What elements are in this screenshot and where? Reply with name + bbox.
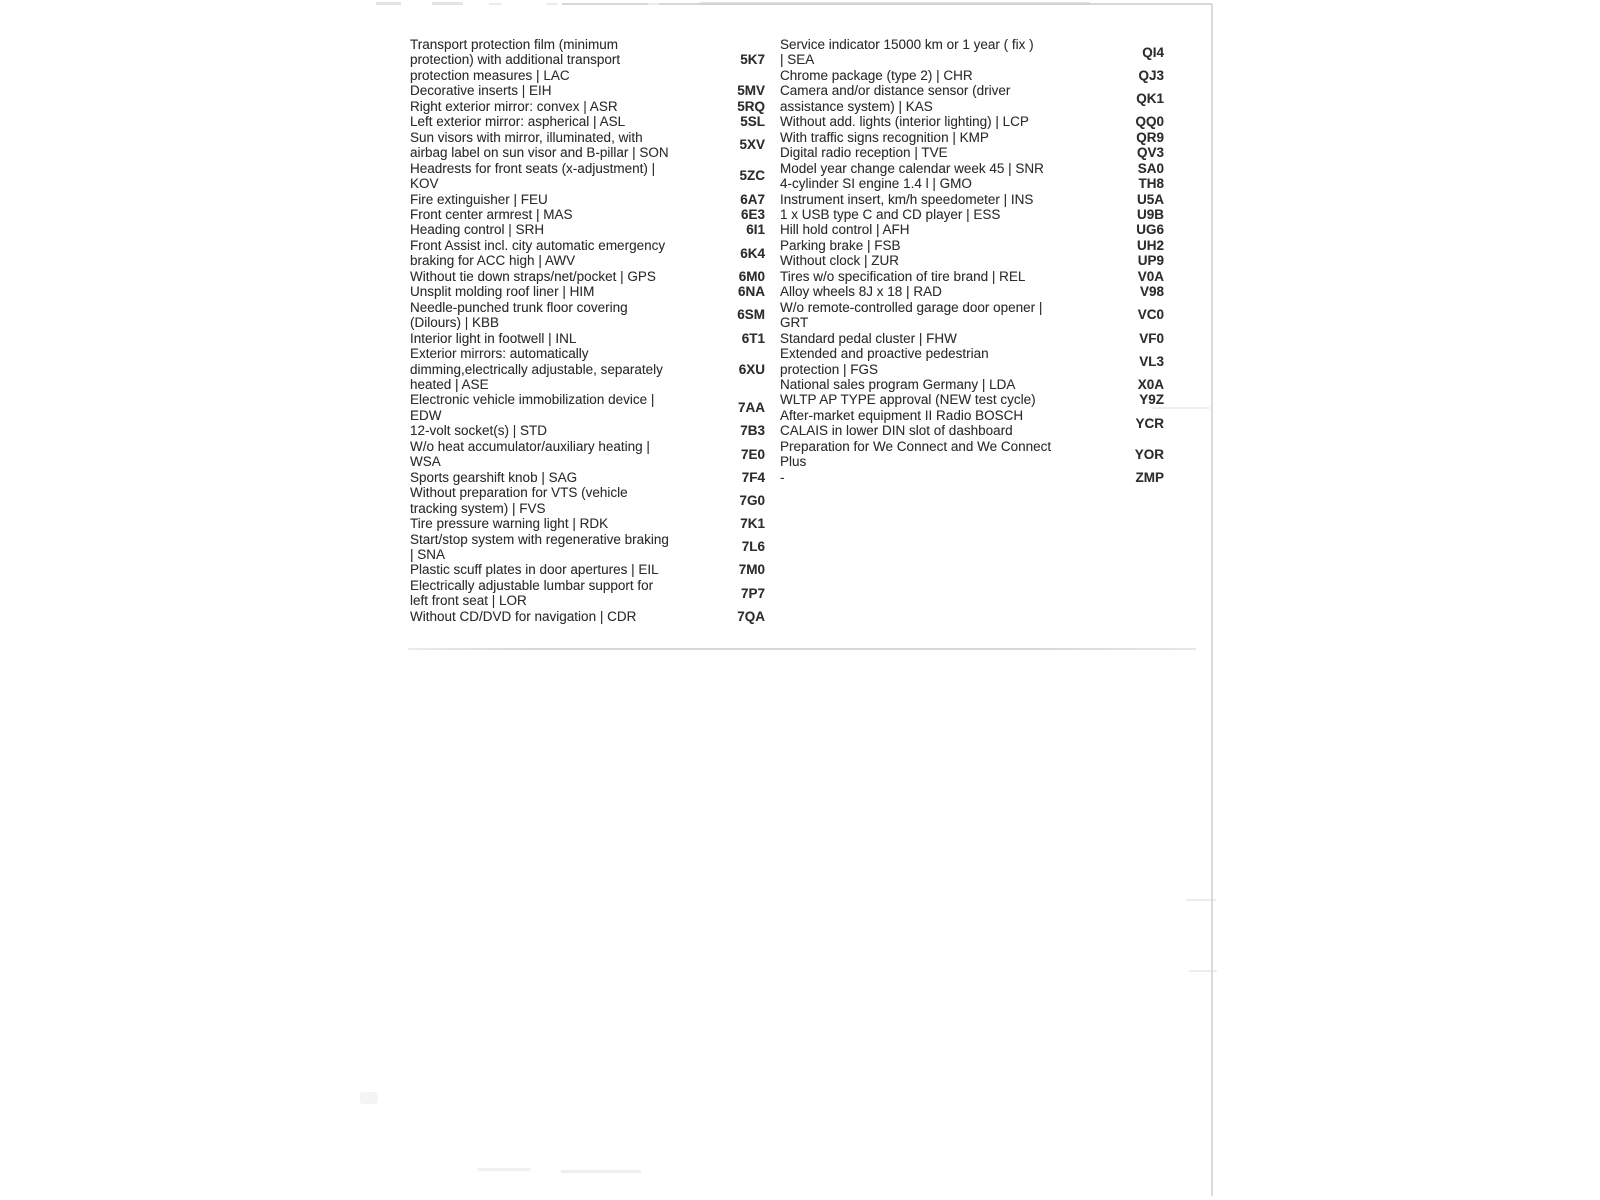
description-line: protection | FGS — [780, 361, 879, 377]
equipment-code: V0A — [1137, 268, 1164, 284]
equipment-list-left-column — [410, 37, 765, 624]
scan-artifact — [360, 1092, 378, 1104]
description-line: Without CD/DVD for navigation | CDR — [410, 608, 637, 624]
equipment-row — [780, 238, 1164, 253]
scan-artifact — [546, 3, 558, 5]
equipment-code: UG6 — [1136, 222, 1164, 238]
equipment-row — [410, 392, 765, 423]
equipment-description — [410, 114, 700, 129]
equipment-description — [780, 37, 1100, 68]
description-line: braking for ACC high | AWV — [410, 253, 576, 269]
equipment-code: 6K4 — [740, 245, 765, 261]
equipment-row — [410, 470, 765, 485]
description-line: Headrests for front seats (x-adjustment) | — [410, 160, 656, 176]
equipment-row — [780, 470, 1164, 485]
equipment-code: 5RQ — [737, 98, 765, 114]
equipment-description — [780, 207, 1100, 222]
equipment-description — [780, 439, 1100, 470]
description-line: EDW — [410, 407, 442, 423]
equipment-description — [410, 609, 700, 624]
description-line: Without preparation for VTS (vehicle — [410, 485, 628, 501]
scan-artifact — [561, 1170, 641, 1173]
equipment-code: 7QA — [737, 608, 765, 624]
equipment-row — [780, 253, 1164, 268]
description-line: 4-cylinder SI engine 1.4 l | GMO — [780, 176, 972, 192]
description-line: Hill hold control | AFH — [780, 222, 910, 238]
horizontal-separator — [408, 648, 1196, 650]
equipment-description — [410, 470, 700, 485]
equipment-row — [410, 331, 765, 346]
description-line: tracking system) | FVS — [410, 500, 546, 516]
description-line: Sports gearshift knob | SAG — [410, 469, 578, 485]
description-line: W/o remote-controlled garage door opener | — [780, 299, 1043, 315]
equipment-row — [410, 114, 765, 129]
equipment-code: U9B — [1136, 206, 1164, 222]
equipment-row — [410, 562, 765, 577]
equipment-row — [780, 161, 1164, 176]
description-line: airbag label on sun visor and B-pillar | SON — [410, 145, 669, 161]
equipment-code: U5A — [1136, 191, 1164, 207]
equipment-code: 5XV — [739, 137, 765, 153]
equipment-row — [780, 130, 1164, 145]
equipment-description — [780, 192, 1100, 207]
description-line: After-market equipment II Radio BOSCH — [780, 407, 1024, 423]
description-line: 1 x USB type C and CD player | ESS — [780, 206, 1001, 222]
scan-artifact — [648, 3, 659, 5]
equipment-row — [410, 83, 765, 98]
equipment-code: QI4 — [1142, 44, 1164, 60]
equipment-row — [410, 238, 765, 269]
equipment-description — [410, 238, 700, 269]
equipment-code: 7L6 — [741, 539, 765, 555]
equipment-code: X0A — [1137, 376, 1164, 392]
equipment-description — [780, 130, 1100, 145]
equipment-row — [410, 609, 765, 624]
description-line: Instrument insert, km/h speedometer | INS — [780, 191, 1034, 207]
equipment-description — [780, 222, 1100, 237]
description-line: Digital radio reception | TVE — [780, 145, 948, 161]
equipment-description — [780, 68, 1100, 83]
equipment-code: UH2 — [1136, 237, 1164, 253]
equipment-description — [780, 269, 1100, 284]
description-line: | SEA — [780, 52, 815, 68]
description-line: protection measures | LAC — [410, 67, 570, 83]
description-line: heated | ASE — [410, 376, 489, 392]
equipment-code: VL3 — [1139, 353, 1164, 369]
equipment-code: 7AA — [737, 400, 765, 416]
equipment-code: 5MV — [737, 83, 765, 99]
equipment-description — [410, 161, 700, 192]
equipment-row — [410, 99, 765, 114]
description-line: Transport protection film (minimum — [410, 37, 619, 52]
equipment-description — [410, 284, 700, 299]
equipment-code: YCR — [1135, 415, 1164, 431]
equipment-row — [410, 516, 765, 531]
equipment-description — [410, 423, 700, 438]
description-line: Without add. lights (interior lighting) | LCP — [780, 114, 1029, 130]
equipment-code: ZMP — [1135, 469, 1164, 485]
description-line: CALAIS in lower DIN slot of dashboard — [780, 423, 1013, 439]
equipment-row — [780, 439, 1164, 470]
equipment-row — [780, 331, 1164, 346]
equipment-code: 6T1 — [741, 330, 765, 346]
equipment-description — [410, 192, 700, 207]
equipment-code: 6SM — [737, 307, 765, 323]
description-line: Extended and proactive pedestrian — [780, 346, 989, 362]
equipment-description — [410, 300, 700, 331]
equipment-code: 5SL — [740, 114, 765, 130]
equipment-row — [780, 176, 1164, 191]
equipment-code: 6XU — [738, 361, 765, 377]
equipment-row — [410, 269, 765, 284]
equipment-row — [410, 532, 765, 563]
equipment-list-right-column — [780, 37, 1164, 485]
equipment-description — [410, 439, 700, 470]
equipment-description — [410, 516, 700, 531]
description-line: Electronic vehicle immobilization device | — [410, 392, 655, 408]
equipment-description — [410, 83, 700, 98]
description-line: Service indicator 15000 km or 1 year ( fix ) — [780, 37, 1034, 52]
equipment-code: V98 — [1139, 284, 1164, 300]
description-line: (Dilours) | KBB — [410, 315, 500, 331]
equipment-code: 7P7 — [740, 585, 765, 601]
equipment-row — [780, 408, 1164, 439]
equipment-code: TH8 — [1138, 176, 1164, 192]
description-line: dimming,electrically adjustable, separately — [410, 361, 663, 377]
equipment-description — [780, 176, 1100, 191]
equipment-row — [780, 284, 1164, 299]
equipment-description — [780, 253, 1100, 268]
description-line: Interior light in footwell | INL — [410, 330, 577, 346]
equipment-row — [410, 222, 765, 237]
equipment-description — [780, 238, 1100, 253]
scan-artifact — [376, 2, 401, 5]
equipment-description — [410, 346, 700, 392]
equipment-description — [410, 392, 700, 423]
description-line: Tires w/o specification of tire brand | REL — [780, 268, 1026, 284]
equipment-description — [780, 377, 1100, 392]
equipment-row — [780, 207, 1164, 222]
equipment-description — [780, 161, 1100, 176]
equipment-description — [780, 331, 1100, 346]
equipment-code: 5K7 — [740, 52, 765, 68]
description-line: Without clock | ZUR — [780, 253, 900, 269]
description-line: Decorative inserts | EIH — [410, 83, 552, 99]
equipment-code: 7E0 — [740, 446, 765, 462]
equipment-code: Y9Z — [1139, 392, 1164, 408]
equipment-description — [780, 300, 1100, 331]
equipment-code: 6E3 — [740, 206, 765, 222]
equipment-code: YOR — [1134, 446, 1164, 462]
equipment-code: QV3 — [1136, 145, 1164, 161]
description-line: left front seat | LOR — [410, 593, 527, 609]
equipment-code: 7K1 — [740, 516, 765, 532]
equipment-code: 7B3 — [740, 423, 765, 439]
description-line: W/o heat accumulator/auxiliary heating | — [410, 438, 650, 454]
equipment-row — [410, 161, 765, 192]
equipment-row — [410, 37, 765, 83]
scan-artifact — [432, 2, 463, 5]
equipment-description — [410, 37, 700, 83]
equipment-code: QR9 — [1136, 129, 1164, 145]
description-line: GRT — [780, 315, 809, 331]
description-line: KOV — [410, 176, 439, 192]
equipment-description — [780, 408, 1100, 439]
equipment-row — [410, 284, 765, 299]
equipment-code: SA0 — [1137, 160, 1164, 176]
equipment-row — [410, 130, 765, 161]
description-line: Left exterior mirror: aspherical | ASL — [410, 114, 626, 130]
scan-artifact — [700, 2, 1090, 5]
description-line: Without tie down straps/net/pocket | GPS — [410, 268, 656, 284]
equipment-code: QJ3 — [1138, 67, 1164, 83]
equipment-row — [410, 300, 765, 331]
equipment-description — [780, 145, 1100, 160]
description-line: Sun visors with mirror, illuminated, with — [410, 129, 643, 145]
equipment-code: VC0 — [1137, 307, 1164, 323]
description-line: Exterior mirrors: automatically — [410, 346, 589, 362]
description-line: Plastic scuff plates in door apertures | EIL — [410, 562, 659, 578]
scan-artifact — [478, 1168, 530, 1171]
equipment-description — [410, 99, 700, 114]
equipment-row — [410, 346, 765, 392]
equipment-description — [410, 269, 700, 284]
description-line: Preparation for We Connect and We Connect — [780, 438, 1052, 454]
equipment-code: 6M0 — [738, 268, 765, 284]
equipment-description — [410, 485, 700, 516]
description-line: Camera and/or distance sensor (driver — [780, 83, 1011, 99]
equipment-description — [410, 532, 700, 563]
equipment-description — [780, 284, 1100, 299]
description-line: Unsplit molding roof liner | HIM — [410, 284, 595, 300]
description-line: Tire pressure warning light | RDK — [410, 516, 609, 532]
description-line: Chrome package (type 2) | CHR — [780, 67, 973, 83]
equipment-code: 6NA — [737, 284, 765, 300]
equipment-description — [780, 392, 1100, 407]
page-edge-line — [1211, 4, 1213, 1196]
description-line: Alloy wheels 8J x 18 | RAD — [780, 284, 942, 300]
equipment-row — [410, 192, 765, 207]
description-line: Heading control | SRH — [410, 222, 545, 238]
equipment-row — [780, 83, 1164, 114]
equipment-row — [780, 192, 1164, 207]
equipment-row — [780, 145, 1164, 160]
description-line: Fire extinguisher | FEU — [410, 191, 548, 207]
scan-artifact — [489, 3, 502, 5]
equipment-row — [780, 222, 1164, 237]
equipment-row — [780, 300, 1164, 331]
description-line: National sales program Germany | LDA — [780, 376, 1016, 392]
equipment-code: QK1 — [1136, 91, 1164, 107]
equipment-row — [410, 207, 765, 222]
description-line: Electrically adjustable lumbar support for — [410, 577, 654, 593]
equipment-description — [410, 562, 700, 577]
equipment-description — [410, 130, 700, 161]
equipment-description — [780, 83, 1100, 114]
description-line: WLTP AP TYPE approval (NEW test cycle) — [780, 392, 1036, 408]
equipment-code: QQ0 — [1135, 114, 1164, 130]
equipment-row — [410, 578, 765, 609]
description-line: Front center armrest | MAS — [410, 206, 573, 222]
equipment-description — [410, 331, 700, 346]
equipment-description — [410, 578, 700, 609]
description-line: Needle-punched trunk floor covering — [410, 299, 628, 315]
equipment-code: 7F4 — [741, 469, 765, 485]
description-line: Front Assist incl. city automatic emergency — [410, 237, 666, 253]
description-line: Model year change calendar week 45 | SNR — [780, 160, 1044, 176]
equipment-row — [780, 392, 1164, 407]
equipment-row — [780, 346, 1164, 377]
equipment-code: 7G0 — [739, 492, 765, 508]
description-line: Parking brake | FSB — [780, 237, 901, 253]
equipment-row — [780, 377, 1164, 392]
description-line: Start/stop system with regenerative braking — [410, 531, 669, 547]
equipment-row — [780, 269, 1164, 284]
equipment-row — [780, 68, 1164, 83]
equipment-code: UP9 — [1137, 253, 1164, 269]
description-line: WSA — [410, 454, 441, 470]
equipment-code: 7M0 — [738, 562, 765, 578]
equipment-row — [780, 37, 1164, 68]
description-line: - — [780, 469, 785, 485]
equipment-row — [410, 485, 765, 516]
equipment-row — [410, 439, 765, 470]
equipment-description — [410, 207, 700, 222]
equipment-code: 5ZC — [739, 168, 765, 184]
equipment-description — [410, 222, 700, 237]
description-line: Right exterior mirror: convex | ASR — [410, 98, 618, 114]
equipment-code: 6I1 — [746, 222, 765, 238]
equipment-description — [780, 114, 1100, 129]
description-line: Standard pedal cluster | FHW — [780, 330, 957, 346]
equipment-description — [780, 346, 1100, 377]
equipment-code: 6A7 — [740, 191, 765, 207]
description-line: With traffic signs recognition | KMP — [780, 129, 989, 145]
equipment-row — [410, 423, 765, 438]
description-line: Plus — [780, 454, 807, 470]
equipment-row — [780, 114, 1164, 129]
equipment-code: VF0 — [1139, 330, 1164, 346]
description-line: protection) with additional transport — [410, 52, 621, 68]
description-line: assistance system) | KAS — [780, 98, 933, 114]
equipment-description — [780, 470, 1100, 485]
description-line: | SNA — [410, 546, 446, 562]
description-line: 12-volt socket(s) | STD — [410, 423, 548, 439]
